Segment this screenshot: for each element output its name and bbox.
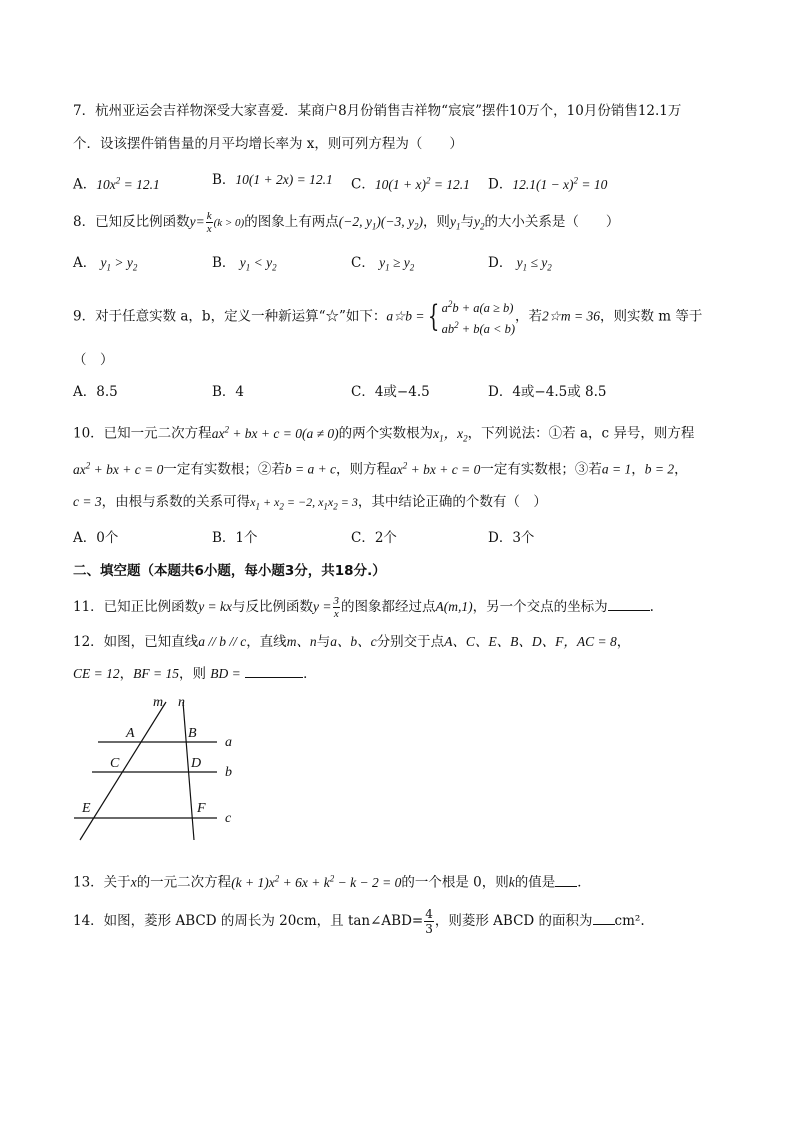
line-n — [183, 702, 194, 840]
q10-option-c: C．2个 — [351, 530, 397, 546]
q9-option-c: C．4或−4.5 — [351, 384, 430, 400]
q9-stem: 9．对于任意实数 a，b，定义一种新运算“☆”如下：a☆b = { $a^2b + a(a \ge b)$ $ab^2 + b(a < b)$ ，若2☆m = 36，则实数 m 等于 — [73, 299, 703, 337]
q8-stem: 8．已知反比例函数y= $\frac{k}{x}$ (k > 0)的图象上有两点(−2, $y_1)(-3$, $y_2$)，则$y_1$与$y_2$的大小关系是（ ） — [73, 210, 620, 235]
label-C: C — [110, 756, 120, 771]
section-heading: 二、填空题（本题共6小题，每小题3分，共18分.） — [73, 563, 386, 579]
label-c: c — [225, 811, 232, 826]
q8-option-b: B． $y_1 < y_2$ — [212, 255, 277, 273]
q8-option-c: C． $y_1 \ge y_2$ — [351, 255, 415, 273]
q7-line1: 7．杭州亚运会吉祥物深受大家喜爱．某商户8月份销售吉祥物“宸宸”摆件10万个，10月份销售12.1万 — [73, 103, 682, 119]
q7-option-a: A．$10x^2 = 12.1$ — [73, 175, 160, 193]
q10-option-b: B．1个 — [212, 530, 258, 546]
label-n: n — [178, 695, 185, 710]
q8-option-d: D． $y_1 \le y_2$ — [488, 255, 552, 273]
label-b: b — [225, 765, 232, 780]
line-m — [80, 702, 166, 840]
q12-line1: 12．如图，已知直线a // b // c，直线m、n与a、b、c分别交于点A、C、E、B、D、F，AC = 8， — [73, 634, 631, 650]
parallel-lines-figure — [70, 690, 250, 850]
label-B: B — [188, 726, 197, 741]
q11-stem: 11．已知正比例函数y = kx与反比例函数y = $\frac{3}{x}$ 的图象都经过点A(m,1)，另一个交点的坐标为 . — [73, 595, 654, 620]
label-F: F — [197, 801, 206, 816]
q10-option-d: D．3个 — [488, 530, 535, 546]
label-m: m — [153, 695, 164, 710]
q13-stem: 13．关于x的一元二次方程$(k + 1)x^2 + 6x + k^2 - k - 2 = 0$的一个根是 0，则k的值是 ． — [73, 873, 591, 891]
label-a: a — [225, 735, 232, 750]
q9-option-d: D．4或−4.5或 8.5 — [488, 384, 607, 400]
q10-line1: 10．已知一元二次方程$ax^2$ + bx + c = 0(a ≠ 0)的两个实数根为$x_1$，$x_2$，下列说法：①若 a，c 异号，则方程 — [73, 424, 695, 444]
q14-stem: 14．如图，菱形 ABCD 的周长为 20cm，且 tan∠ABD= $\frac{4}{3}$ ，则菱形 ABCD 的面积为 cm². — [73, 907, 645, 936]
q7-line2: 个．设该摆件销售量的月平均增长率为 x，则可列方程为（ ） — [73, 136, 463, 152]
q7-option-d: D．$12.1(1 - x)^2 = 10$ — [488, 175, 608, 193]
q9-option-a: A．8.5 — [73, 384, 118, 400]
q8-option-a: A． $y_1 > y_2$ — [73, 255, 138, 273]
q7-option-c: C．$10(1 + x)^2 = 12.1$ — [351, 175, 470, 193]
q7-option-b: B．10(1 + 2x) = 12.1 — [212, 172, 333, 188]
label-E: E — [82, 801, 91, 816]
label-D: D — [191, 756, 202, 771]
q12-line2: CE = 12，BF = 15，则 BD = ． — [73, 666, 317, 682]
q9-line2: （ ） — [73, 352, 114, 368]
q10-line2: $ax^2$ + bx + c = 0一定有实数根；②若b = a + c，则方程$ax^2$ + bx + c = 0一定有实数根；③若a = 1，b = 2， — [73, 460, 688, 478]
label-A: A — [126, 726, 135, 741]
q10-option-a: A．0个 — [73, 530, 119, 546]
q9-option-b: B．4 — [212, 384, 245, 400]
q10-line3: c = 3，由根与系数的关系可得$x_1 + x_2 = -2$, $x_1x_2 = 3$，其中结论正确的个数有（ ） — [73, 494, 547, 512]
